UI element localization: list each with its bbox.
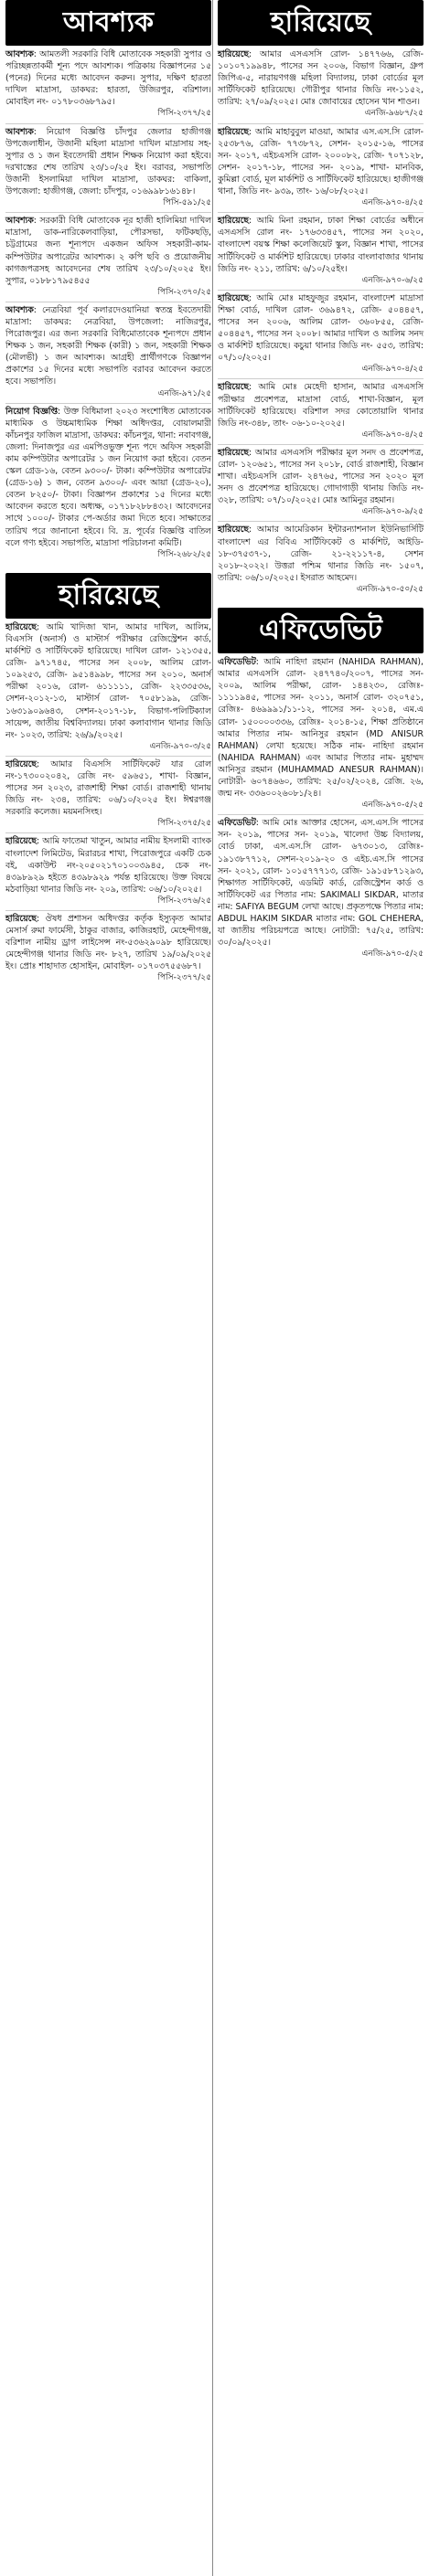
ad-lead-word: আবশ্যক: [5, 49, 34, 59]
ad-code: এনজি-৯৭০-৬/২৫: [361, 275, 424, 285]
ad-body-text: : আমার আমেরিকান ইন্টারন্যাশনাল ইউনিভার্সিটি বাংলাদেশ এর বিবিএ সার্টিফিকেট ও মার্কশিট, আইডি- ১৮-৩৭৫৩৭-১, রেজি- ২১-২২১১৭-৪, সেশন ২০১৮-২০২২। উত্তরা পশ্চিম থানার জিডি নং- ১৫০৭, তারিখ: ০৬/১০/২০২৫। ইসরাত আহমেদ।: [218, 525, 424, 583]
classified-ad: [218, 446, 424, 520]
ad-separator: [218, 123, 424, 124]
classified-ad: [5, 125, 211, 211]
ad-body-text: : আমতলী সরকারি বিধি মোতাবেক সহকারী সুপার ও পরিচ্ছন্নতাকর্মী শূন্য পদে আবশ্যক। পত্রিকায় বিজ্ঞাপনের ১৫ (পনের) দিনের মধ্যে আবেদন করুন। সুপার, দক্ষিণ হারতা দাখিল মাদ্রাসা, ডাকঘর: হারতা, উজিরপুর, বরিশাল। মোবাইল নং- ০১৭৮০৩৬৮৭৯৫।: [5, 49, 211, 108]
ads-list-abosshok: [5, 46, 211, 562]
ad-code: এনজি-৯৭০-৫০/২৫: [356, 584, 424, 594]
ads-list-affidavit: [218, 653, 424, 961]
ad-lead-word: হারিয়েছে: [5, 836, 37, 847]
section-header-abosshok: আবশ্যক: [5, 0, 211, 46]
section-abosshok: [5, 0, 211, 562]
ad-code: এনজি-৯৭০-৯/২৫: [361, 507, 424, 517]
classified-ad: [218, 655, 424, 812]
ad-body-text: : আমি মিনা রহমান, ঢাকা শিক্ষা বোর্ডের অধীনে এসএসসি রোল নং- ১৭৬৩৩৪৫৭, পাসের সন ২০২০, বাংলাদেশ বয়স্ক শিক্ষা কলেজিয়েট স্কুল, বিজ্ঞান শাখা, পাসের সার্টিফিকেট ও মার্কশিট হারিয়েছে। ঢাকার বাংলাবাজার থানায় জিডি নং- ২১১, তারিখ: ৬/১০/২৫ইং।: [218, 216, 424, 274]
ad-body-text: : আমার এসএসসি পরীক্ষার মূল সনদ ও প্রবেশপত্র, রোল- ১২০৬৫১, পাসের সন ২০১৮, বোর্ড রাজশাহী, বিজ্ঞান শাখা। এইচএসসি রোল- ২৪৭৬৫, পাসের সন ২০২০ মূল সনদ ও প্রবেশপত্র হারিয়েছে। গোদাগাড়ী থানায় জিডি নং- ৩২৮, তারিখ: ০৭/১০/২০২৫। মোঃ আমিনুর রহমান।: [218, 447, 424, 506]
ad-separator: [218, 378, 424, 379]
ad-body-text: : আমার বিএসসি সার্টিফিকেট যার রোল নং-১৭৩০০২০৪২, রেজি নং- ৫৯৬৫১, শাখা- বিজ্ঞান, পাসের সন ২০২৩, রাজশাহী শিক্ষা বোর্ড। রাজশাহী থানায় জিডি নং- ২৩৪, তারিখ: ০৬/১০/২০২৫ ইং। ঈশ্বরগঞ্জ সরকারি কলেজ। ময়মনসিংহ।: [5, 758, 211, 818]
ad-lead-word: হারিয়েছে: [5, 621, 37, 632]
ad-body-text: : আমার এসএসসি রোল- ১৪৭৭৬৬, রেজি- ১০১০৭১৯৯৪৮, পাসের সন ২০০৬, বিভাগ বিজ্ঞান, গ্রুপ জিপিএ-৫, নারায়ণগঞ্জ মহিলা বিদ্যালয়, ঢাকা বোর্ডের মূল সার্টিফিকেট হারিয়েছে। গৌরীপুর থানার জিডি নং-১১৫২, তারিখ: ২৭/০৯/২০২৫। মোঃ জোবায়ের হোসেন খান শাওন।: [218, 49, 424, 108]
ad-body-text: : আমি মোঃ আক্তার হোসেন, এস.এস.সি পাসের সন- ২০১৯, পাসের সন- ২০১৯, খালেদা উচ্চ বিদ্যালয়, বোর্ড ঢাকা, এস.এস.সি রোল- ৬৭৩০১৩, রেজিঃ- ১৯১৩৮৭৭১২, সেশন-২০১৯-২০ ও এইচ.এস.সি পাসের সন- ২০২১, রোল- ১০১৫৭৭৭১৩, রেজি- ১৯১৫৮৭১২৯৩, শিক্ষাগত সার্টিফিকেট, এডমিট কার্ড, রেজিস্ট্রেশন কার্ড ও সার্টিফিকেট এর পিতার নাম: SAKIMALI SIKDAR, মাতার নাম: SAFIYA BEGUM লেখা আছে। প্রকৃতপক্ষে পিতার নাম: ABDUL HAKIM SIKDAR মাতার নাম: GOL CHEHERA, যা জাতীয় পরিচয়পত্রে আছে। নোটারী: ৭৫/২৫, তারিখ: ৩০/০৯/২০২৫।: [218, 818, 424, 949]
ad-separator: [5, 212, 211, 213]
ad-lead-word: আবশ্যক: [5, 304, 34, 315]
ad-body-text: : নেত্রবিয়া পূর্ব কলারদেওয়ানিয়া স্বতন্ত্র ইবতেদায়ী মাদ্রাসা: ডাকঘর: নেত্রবিয়া, উপজেলা: নাজিরপুর, পিরোজপুর। এর জন্য সরকারি বিধিমোতাবেক শূন্যপদে প্রধান শিক্ষক ১ জন, সহকারী শিক্ষক (কারী) ১ জন, সহকারী শিক্ষক (মৌলভী) ১ জন আবশ্যক। আগ্রহী প্রার্থীগণকে বিজ্ঞাপন প্রকাশের ১৫ দিনের মধ্যে সভাপতি বরাবর আবেদন করতে হবে। সভাপতি।: [5, 304, 211, 387]
ad-separator: [218, 521, 424, 522]
ad-code: এনজি-৯৭০-৩/২৫: [149, 741, 211, 751]
classified-ad: [5, 405, 211, 562]
ads-list-harieche-bottom: [5, 619, 211, 986]
ad-lead-word: এফিডেভিট: [218, 818, 256, 829]
ad-code: পিসি-২৬৮২/২৫: [157, 549, 211, 559]
classified-ad: [5, 48, 211, 122]
ad-lead-word: আবশ্যক: [5, 126, 34, 137]
ad-separator: [218, 212, 424, 213]
ad-lead-word: হারিয়েছে: [218, 292, 249, 303]
ad-code: পিসি-৫৯১/২৫: [163, 198, 211, 208]
ad-code: এনজি-৯৭০-৪/২৫: [361, 429, 424, 440]
classified-ad: [5, 303, 211, 401]
left-column: [5, 0, 211, 986]
ad-lead-word: নিয়োগ বিজ্ঞপ্তি: [5, 406, 59, 417]
classified-ad: [5, 620, 211, 754]
ad-code: পিসি-২৩৭৭/২৫: [157, 109, 211, 119]
ad-separator: [5, 756, 211, 757]
ad-body-text: : ঔষধ প্রশাসন অধিদপ্তর কর্তৃক ইস্যুকৃত আমার মেসার্স রুমা ফার্মেসী, ঠাকুর বাজার, কাজিরহাট, মেহেন্দীগঞ্জ, বরিশাল নামীয় ড্রাগ লাইসেন্স নং-৫৩৬২৯০৯৮ হারিয়েছে। মেহেন্দীগঞ্জ থানার জিডি নং- ৮২৭, তারিখ ১৯/০৯/২০২৫ ইং। প্রোঃ শাহাদাত হোসাইন, মোবাইল- ০১৭০৩৭৫৫৬৮৭।: [5, 914, 211, 972]
section-harieche-top: [218, 0, 424, 597]
ad-code: এনজি-৯৭০-৫/২৫: [361, 949, 424, 959]
ad-code: এনজি-৯৬৮৭/২৫: [364, 109, 424, 119]
ad-lead-word: হারিয়েছে: [5, 914, 37, 924]
classified-ad: [5, 214, 211, 300]
classified-ad: [218, 816, 424, 961]
section-header-affidavit: এফিডেভিট: [218, 608, 424, 653]
ad-body-text: : আমি মোঃ মেহেদী হাসান, আমার এসএসসি পরীক্ষার প্রবেশপত্র, মাদ্রাসা বোর্ড, শাখা-বিজ্ঞান, মূল সার্টিফিকেট হারিয়েছে। বরিশাল সদর কোতোয়ালি থানার জিডি নং-৩৪৮, তাং- ০৬-১০-২০২৫।: [218, 382, 424, 429]
section-header-harieche-top: হারিয়েছে: [218, 0, 424, 46]
ad-body-text: : আমি মোঃ মাহফুজুর রহমান, বাংলাদেশ মাদ্রাসা শিক্ষা বোর্ড, দাখিল রোল- ৩৬৯৪৭২, রেজি- ৫০৪৪৫৭, পাসের সন ২০০৬, আলিম রোল- ৩৬০৮৫৫, রেজি- ৫০৪৪৫৭, পাসের সন ২০০৮। আমার দাখিল ও আলিম সনদ ও মার্কশিট হারিয়েছে। কচুয়া থানার জিডি নং- ৫৫৩, তারিখ: ০৭/১০/২০২৫।: [218, 292, 424, 364]
section-harieche-bottom: [5, 573, 211, 986]
right-column: [218, 0, 424, 961]
classified-ad: [218, 380, 424, 441]
ad-separator: [5, 910, 211, 911]
ad-body-text: : আমি খাদিজা খান, আমার দাখিল, আলিম, বিএসসি (অনার্স) ও মাস্টার্স পরীক্ষার রেজিস্ট্রেশন কার্ড, মার্কশিট ও সার্টিফিকেট হারিয়েছে। দাখিল রোল- ১২১৩৫৫, রেজি- ৯৭১৭৪৫, পাসের সন ২০০৮, আলিম রোল- ১০৯২৫৩, রেজি- ৯৫১৪৯৯৮, পাসের সন ২০১০, অনার্স পরীক্ষা ২০১৬, রোল- ৬১১১১১, রেজি- ২২৩৩৫৩৬, সেশন-২০১২-১৩, মাস্টার্স রোল- ৭০৫৮১৯৯, রেজি- ১৬৩১৯০৯৬৪৩, সেশন-২০১৭-১৮, বিভাগ-পলিটিক্যাল সায়েন্স, জাতীয় বিশ্ববিদ্যালয়। ঢাকা কলাবাগান থানার জিডি নং- ১০২৩, তারিখ: ২৬/৯/২০২৫।: [5, 621, 211, 740]
ad-lead-word: হারিয়েছে: [218, 525, 249, 535]
ad-lead-word: এফিডেভিট: [218, 657, 256, 668]
ad-lead-word: হারিয়েছে: [218, 382, 249, 393]
ad-body-text: : আমি নাহিদা রহমান (NAHIDA RAHMAN), আমার এসএসসি রোল- ২৪৭৭৪০/২০০৭, পাসের সন- ২০০৯, আলিম পরীক্ষা, রোল- ১৪৪২৩০, রেজিঃ- ১১১১৯৪৫, পাসের সন- ২০১১, অনার্স রোল- ৩২০৭৫১, রেজিঃ- ৪৬৯৯৯১/১১-১২, পাসের সন- ২০১৪, এম.এ রোল- ১৫০০০০৩৩৬, রেজিঃ- ২০১৪-১৫, শিক্ষা প্রতিষ্ঠানে আমার পিতার নাম- আনিসুর রহমান (MD ANISUR RAHMAN) লেখা হয়েছে। সঠিক নাম- নাহিদা রহমান (NAHIDA RAHMAN) এবং আমার পিতার নাম- মুহাম্মদ আনিসুর রহমান (MUHAMMAD ANESUR RAHMAN)। নোটারী- ৬০৭৪৬৬০, তারিখ: ২৫/০২/২০২৪, রেজি. ২৬, জন্ম নং- ৩৩৬০০২৬০৮১/২৪।: [218, 657, 424, 800]
classified-ad: [5, 834, 211, 908]
ad-code: এনজি-৯৭০-৪/২৫: [361, 198, 424, 208]
classified-ad: [218, 292, 424, 377]
classified-ad: [218, 125, 424, 211]
ad-lead-word: আবশ্যক: [5, 216, 34, 227]
classified-ad: [218, 523, 424, 597]
ad-separator: [5, 832, 211, 833]
ad-separator: [218, 444, 424, 445]
ad-code: পিসি-২৩৭৫/২৫: [157, 819, 211, 829]
ads-list-harieche-top: [218, 46, 424, 597]
ad-code: এনজি-৯৭০-৪/২৫: [361, 365, 424, 375]
classified-ad: [5, 758, 211, 832]
ad-separator: [5, 403, 211, 404]
ad-body-text: : সরকারী বিধি মোতাবেক নূর হাজী হালিমিয়া দাখিল মাদ্রাসা, ডাক-নারিকেলবাড়িয়া, পৌরসভা, ফটিকছড়ি, চট্টগ্রামের জন্য শূন্যপদে একজন অফিস সহকারী-কাম-কম্পিউটার অপারেটর আবশ্যক। ২ কপি ছবি ও প্রয়োজনীয় কাগজপত্রসহ আবেদনের শেষ তারিখ ২৩/১০/২০২৫ ইং। সুপার, ০১৮৮১৭৯৫৪৫৫: [5, 216, 211, 286]
ad-separator: [218, 814, 424, 815]
ad-separator: [218, 290, 424, 291]
ad-code: পিসি-২৩৭০/২৫: [157, 287, 211, 297]
ad-body-text: : আমি ফাতেমা খাতুন, আমার নামীয় ইসলামী ব্যাংক বাংলাদেশ লিমিটেড, মিরারচর শাখা, পিরোজপুরে একটি চেক বই, একাউন্ট নং-২০৫০২১৭০১০০৩৯৪৫, চেক নং- ৪৩৯৮৯২৯ হইতে ৪৩৯৮৯২৯ পর্যন্ত হারিয়েছে। উক্ত বিষয়ে মঠবাড়িয়া থানার জিডি নং- ২০৯, তারিখ: ০৬/১০/২০২৫।: [5, 836, 211, 895]
ad-code: এনজি-৯৭০-৫/২৫: [361, 800, 424, 811]
ad-code: এনজি-৯৭১/২৫: [157, 388, 211, 398]
classified-ad: [5, 912, 211, 986]
column-divider: [212, 0, 213, 2576]
ad-lead-word: হারিয়েছে: [218, 447, 249, 458]
ad-body-text: : নিয়োগ বিজ্ঞপ্তি চাঁদপুর জেলার হাজীগঞ্জ উপজেলাধীন, উজানী মহিলা মাদ্রাসা দাখিল মাদ্রাসায় সহ-সুপার ও ১ জন ইবতেদায়ী প্রধান শিক্ষক নিয়োগ করা হইবে। দরখাস্তের শেষ তারিখ ২৩/১০/২৫ ইং। বরাবর, সভাপতি উজানী ইসলামিয়া দাখিল মাদ্রাসা, ডাকঘর: বাকিলা, উপজেলা: হাজীগঞ্জ, জেলা: চাঁদপুর, ০১৬৯৯৮১৬১৪৮।: [5, 126, 211, 197]
ad-lead-word: হারিয়েছে: [218, 126, 249, 137]
classified-ad: [218, 48, 424, 122]
ad-code: পিসি-২৩৭৭/২৫: [157, 973, 211, 983]
ad-lead-word: হারিয়েছে: [5, 758, 37, 769]
section-affidavit: [218, 608, 424, 961]
ad-body-text: : উক্ত বিধিমালা ২০২৩ সংশোধিত মোতাবেক মাধ্যমিক ও উচ্চমাধ্যমিক শিক্ষা অধিদপ্তর, বোয়ালমারী কাঁচনপুর ফাজিল মাদ্রাসা, ডাকঘর: কাঁচনপুর, থানা: নবাবগঞ্জ, জেলা: দিনাজপুর এর এমপিওভুক্ত শূন্য পদে অফিস সহকারী কাম কম্পিউটার অপারেটর ১ জন নিয়োগ করা হইবে। বেতন স্কেল গ্রেড-১৬, বেতন ৯৩০০/- টাকা। কম্পিউটার অপারেটর (গ্রেড-১৬) ১ জন, বেতন ৯৩০০/- এবং আয়া (গ্রেড-২০), বেতন ৮২৫০/- টাকা। বিজ্ঞাপন প্রকাশের ১৫ দিনের মধ্যে আবেদন করতে হবে। অধ্যক্ষ, ০১৭১৮২৮৮৪৩২। আবেদনের সাথে ১০০০/- টাকার পে-অর্ডার জমা দিতে হবে। সাক্ষাতের তারিখ পরে জানানো হইবে। বি. দ্র. পূর্বের বিজ্ঞপ্তি বাতিল বলে গণ্য হইবে। সভাপতি, মাদ্রাসা পরিচালনা কমিটি।: [5, 406, 212, 548]
ad-body-text: : আমি মাহাবুবুল মাওয়া, আমার এস.এস.সি রোল- ২৫৩৮৭৬, রেজি- ৭৭৩৮৭২, সেশন- ২০১৫-১৬, পাসের সন- ২০১৭, এইচএসসি রোল- ২০০০৮২, রেজি- ৭০৭১২৮, সেশন- ২০১৭-১৮, পাসের সন- ২০১৯, শাখা- মানবিক, কুমিল্লা বোর্ড, মূল মার্কশিট ও সার্টিফিকেট হারিয়েছে। হাজীগঞ্জ থানা, জিডি নং- ৯৩৯, তাং- ১৬/০৮/২০২৫।: [218, 126, 424, 197]
classified-ad: [218, 214, 424, 288]
ad-lead-word: হারিয়েছে: [218, 216, 249, 227]
ad-code: পিসি-২৩৭৬/২৫: [157, 896, 211, 906]
ad-separator: [5, 123, 211, 124]
section-header-harieche-bottom: হারিয়েছে: [5, 573, 211, 619]
ad-lead-word: হারিয়েছে: [218, 49, 249, 59]
